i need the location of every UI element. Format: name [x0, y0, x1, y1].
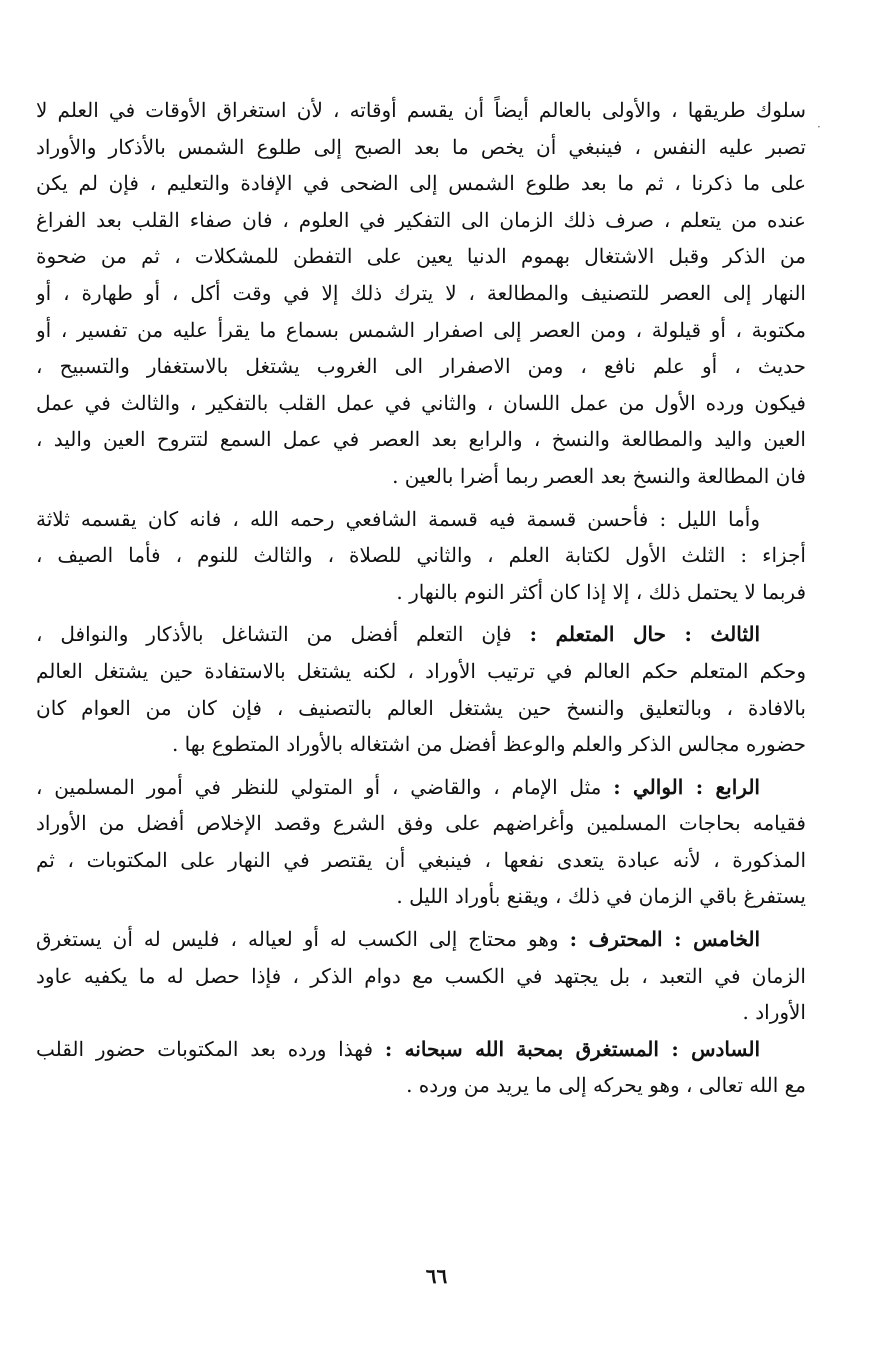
text-line: بالافادة ، وبالتعليق والنسخ حين يشتغل العالم بالتصنيف ، فإن كان من العوام كان: [36, 695, 806, 720]
paragraph-night-division: [36, 501, 806, 611]
text-line: من الذكر وقبل الاشتغال بهموم الدنيا يعين على التفطن للمشكلات ، ثم من ضحوة: [36, 244, 806, 269]
text-line: فربما لا يحتمل ذلك ، إلا إذا كان أكثر النوم بالنهار .: [396, 579, 806, 604]
text-line: [36, 1031, 806, 1068]
heading-line-rest: فهذا ورده بعد المكتوبات حضور القلب: [36, 1036, 374, 1061]
paragraph-third-learner: [36, 616, 806, 762]
margin-mark: ·: [817, 120, 821, 134]
text-line: فقيامه بحاجات المسلمين وأغراضهم على وفق الشرع وقصد الإخلاص أفضل من الأوراد: [36, 811, 806, 836]
text-line: فان المطالعة والنسخ بعد العصر ربما أضرا بالعين .: [392, 463, 806, 488]
heading-line-rest: مثل الإمام ، والقاضي ، أو المتولي للنظر في أمور المسلمين ،: [36, 774, 602, 799]
text-line: الزمان في التعبد ، بل يجتهد في الكسب مع دوام الذكر ، فإذا حصل له ما يكفيه عاود: [36, 963, 806, 988]
section-heading: الرابع : الوالي :: [613, 774, 760, 799]
section-heading: الخامس : المحترف :: [569, 927, 760, 952]
text-line: وأما الليل : فأحسن قسمة فيه قسمة الشافعي رحمه الله ، فانه كان يقسمه ثلاثة: [36, 506, 760, 531]
paragraph-sixth-devoted: [36, 1031, 806, 1104]
text-line: يستفرغ باقي الزمان في ذلك ، ويقنع بأوراد الليل .: [396, 884, 806, 909]
text-line: مكتوبة ، أو قيلولة ، ومن العصر إلى اصفرار الشمس بسماع ما يقرأ عليه من تفسير ، أو: [36, 317, 806, 342]
text-line: [36, 921, 806, 958]
paragraph-scholar-schedule: [36, 92, 806, 495]
text-line: على ما ذكرنا ، ثم ما بعد طلوع الشمس إلى الضحى في الإفادة والتعليم ، فإن لم يكن: [36, 171, 806, 196]
book-page-body: [36, 92, 806, 1104]
text-line: حديث ، أو علم نافع ، ومن الاصفرار الى الغروب يشتغل بالاستغفار والتسبيح ،: [36, 354, 806, 379]
text-line: وحكم المتعلم حكم العالم في ترتيب الأوراد ، لكنه يشتغل بالاستفادة حين يشتغل العالم: [36, 658, 806, 683]
text-line: النهار إلى العصر للتصنيف والمطالعة ، لا يترك ذلك إلا في وقت أكل ، أو طهارة ، أو: [36, 280, 806, 305]
text-line: مع الله تعالى ، وهو يحركه إلى ما يريد من ورده .: [406, 1073, 806, 1098]
paragraph-fifth-worker: [36, 921, 806, 1031]
page-number: ٦٦: [425, 1264, 448, 1288]
text-line: فيكون ورده الأول من عمل اللسان ، والثاني في عمل القلب بالتفكير ، والثالث في عمل: [36, 390, 806, 415]
section-heading: الثالث : حال المتعلم :: [529, 622, 761, 647]
text-line: حضوره مجالس الذكر والعلم والوعظ أفضل من اشتغاله بالأوراد المتطوع بها .: [171, 732, 806, 757]
text-line: عنده من يتعلم ، صرف ذلك الزمان الى التفكير في العلوم ، فان صفاء القلب بعد الفراغ: [36, 207, 806, 232]
text-line: الأوراد .: [742, 1000, 806, 1025]
text-line: تصبر عليه النفس ، فينبغي أن يخص ما بعد الصبح إلى طلوع الشمس بالأذكار والأوراد: [36, 134, 806, 159]
heading-line-rest: فإن التعلم أفضل من التشاغل بالأذكار والنوافل ،: [36, 622, 512, 647]
section-heading: السادس : المستغرق بمحبة الله سبحانه :: [384, 1036, 760, 1061]
heading-line-rest: وهو محتاج إلى الكسب له أو لعياله ، فليس له أن يستغرق: [36, 927, 559, 952]
text-line: سلوك طريقها ، والأولى بالعالم أيضاً أن يقسم أوقاته ، لأن استغراق الأوقات في العلم لا: [36, 98, 806, 122]
text-line: المذكورة ، لأنه عبادة يتعدى نفعها ، فينبغي أن يقتصر في النهار على المكتوبات ، ثم: [36, 847, 806, 872]
paragraph-fourth-ruler: [36, 769, 806, 915]
text-line: أجزاء : الثلث الأول لكتابة العلم ، والثاني للصلاة ، والثالث للنوم ، فأما الصيف ،: [36, 543, 806, 568]
text-line: العين واليد والمطالعة والنسخ ، والرابع بعد العصر في عمل السمع لتتروح العين واليد ،: [36, 427, 806, 452]
text-line: [36, 769, 806, 806]
text-line: [36, 616, 806, 653]
